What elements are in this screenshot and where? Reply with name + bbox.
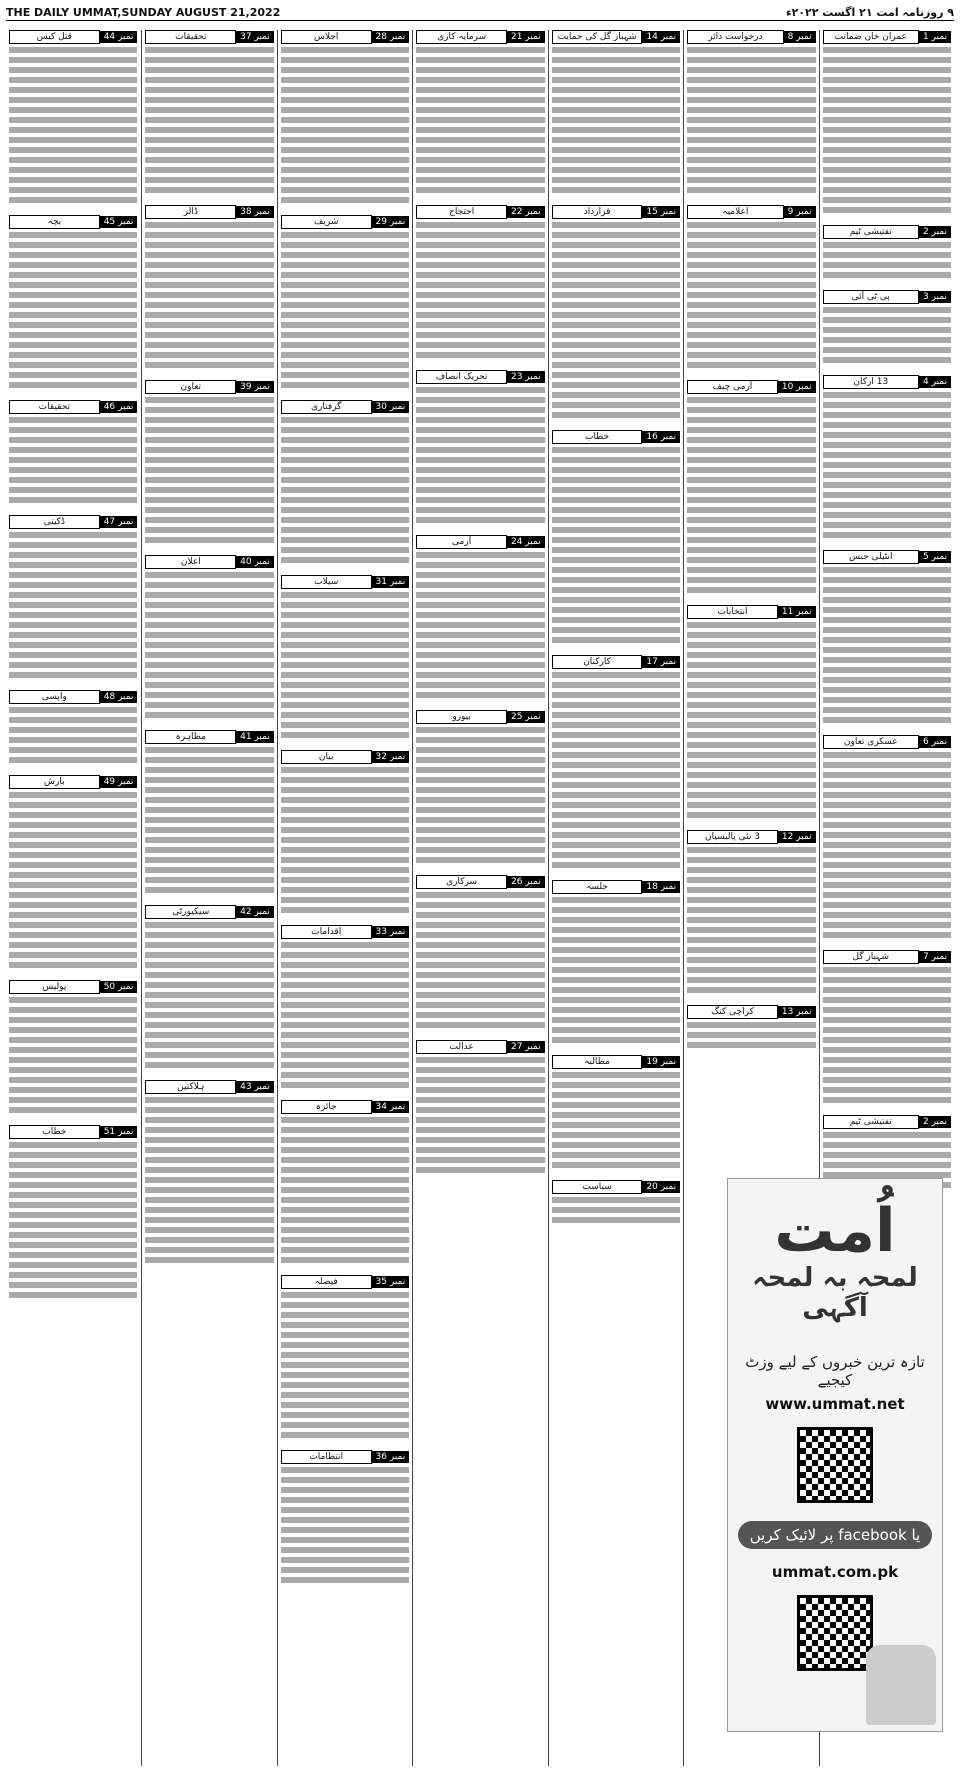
news-item[interactable] — [145, 205, 273, 372]
news-item[interactable] — [281, 400, 409, 567]
news-item-number: نمبر 50 — [100, 981, 138, 993]
news-item-number: نمبر 12 — [778, 831, 816, 843]
news-item-title: خطاب — [9, 1125, 100, 1139]
news-item-header — [9, 30, 137, 44]
news-item-header — [823, 550, 951, 564]
news-item-header — [823, 375, 951, 389]
news-item-title: انتخابات — [687, 605, 778, 619]
news-item-body — [552, 47, 680, 197]
news-item[interactable] — [9, 690, 137, 767]
news-item-body — [823, 752, 951, 942]
news-item-header — [416, 370, 544, 384]
news-item-number: نمبر 27 — [507, 1041, 545, 1053]
news-item-number: نمبر 24 — [507, 536, 545, 548]
news-item-number: نمبر 1 — [919, 31, 951, 43]
news-item-number: نمبر 31 — [372, 576, 410, 588]
news-item-title: پولیس — [9, 980, 100, 994]
news-item-body — [823, 967, 951, 1107]
news-item-body — [281, 1117, 409, 1267]
news-item-title: ڈکیتی — [9, 515, 100, 529]
news-item-title: گرفتاری — [281, 400, 372, 414]
news-item-title: سرمایہ کاری — [416, 30, 507, 44]
news-item-number: نمبر 20 — [642, 1181, 680, 1193]
news-item-header — [281, 215, 409, 229]
news-item-number: نمبر 51 — [100, 1126, 138, 1138]
news-item-title: درخواست دائر — [687, 30, 783, 44]
news-item-header — [281, 30, 409, 44]
news-item-body — [281, 47, 409, 207]
news-item-number: نمبر 43 — [236, 1081, 274, 1093]
news-item-body — [687, 622, 815, 822]
news-item[interactable] — [416, 535, 544, 702]
news-item-body — [145, 747, 273, 897]
ummat-advertisement[interactable] — [727, 1178, 943, 1732]
news-item-header — [416, 205, 544, 219]
news-item[interactable] — [281, 925, 409, 1092]
news-item-body — [281, 1292, 409, 1442]
news-item-header — [552, 880, 680, 894]
news-item-number: نمبر 10 — [778, 381, 816, 393]
news-item-body — [9, 232, 137, 392]
news-item[interactable] — [552, 1180, 680, 1227]
news-item-number: نمبر 19 — [642, 1056, 680, 1068]
news-item-title: کراچی کنگ — [687, 1005, 778, 1019]
news-item-number: نمبر 22 — [507, 206, 545, 218]
news-item-number: نمبر 25 — [507, 711, 545, 723]
news-item-number: نمبر 44 — [100, 31, 138, 43]
news-item-title: قرارداد — [552, 205, 643, 219]
news-item-header — [281, 1275, 409, 1289]
news-item-body — [416, 892, 544, 1032]
news-item-header — [552, 205, 680, 219]
news-item-number: نمبر 9 — [784, 206, 816, 218]
news-item-body — [416, 222, 544, 362]
news-item[interactable] — [9, 515, 137, 682]
news-item-body — [552, 672, 680, 872]
news-item-number: نمبر 38 — [236, 206, 274, 218]
ad-tagline: لمحہ بہ لمحہ آگہی — [752, 1263, 918, 1323]
news-item-title: اقدامات — [281, 925, 372, 939]
news-item-body — [145, 1097, 273, 1267]
news-item-number: نمبر 40 — [236, 556, 274, 568]
news-item[interactable] — [552, 205, 680, 422]
news-item-title: آرمی — [416, 535, 507, 549]
news-item-number: نمبر 45 — [100, 216, 138, 228]
news-item-header — [823, 735, 951, 749]
news-item-title: پی ٹی آئی — [823, 290, 919, 304]
news-item-header — [416, 875, 544, 889]
news-item[interactable] — [552, 1055, 680, 1172]
news-item[interactable] — [823, 290, 951, 367]
news-item-number: نمبر 36 — [372, 1451, 410, 1463]
news-item-header — [9, 690, 137, 704]
news-item-header — [416, 1040, 544, 1054]
news-item-title: تفتیشی ٹیم — [823, 1115, 919, 1129]
news-item[interactable] — [145, 380, 273, 547]
news-item-body — [9, 997, 137, 1117]
news-item-title: جائزہ — [281, 1100, 372, 1114]
news-item-title: سیکیورٹی — [145, 905, 236, 919]
news-item-title: بارش — [9, 775, 100, 789]
news-item-title: فیصلہ — [281, 1275, 372, 1289]
news-item-number: نمبر 49 — [100, 776, 138, 788]
news-item-title: بیان — [281, 750, 372, 764]
news-item[interactable] — [281, 750, 409, 917]
news-item-title: شہباز گل — [823, 950, 919, 964]
news-item-title: انٹیلی جنس — [823, 550, 919, 564]
news-item-number: نمبر 11 — [778, 606, 816, 618]
news-item-number: نمبر 35 — [372, 1276, 410, 1288]
news-item-header — [9, 215, 137, 229]
news-item-title: ہلاکتیں — [145, 1080, 236, 1094]
news-item-number: نمبر 41 — [236, 731, 274, 743]
news-item[interactable] — [281, 1100, 409, 1267]
news-item-header — [145, 30, 273, 44]
news-item-header — [9, 1125, 137, 1139]
news-item-body — [145, 397, 273, 547]
news-item[interactable] — [416, 875, 544, 1032]
news-item[interactable] — [687, 605, 815, 822]
news-item-title: احتجاج — [416, 205, 507, 219]
news-item-body — [552, 897, 680, 1047]
news-item-title: تعاون — [145, 380, 236, 394]
news-item-body — [416, 727, 544, 867]
news-item-header — [281, 400, 409, 414]
news-item-number: نمبر 8 — [784, 31, 816, 43]
news-item-number: نمبر 4 — [919, 376, 951, 388]
news-item[interactable] — [552, 30, 680, 197]
news-item-header — [281, 925, 409, 939]
news-column — [141, 30, 276, 1766]
news-item-title: اعلان — [145, 555, 236, 569]
news-item-title: سرکاری — [416, 875, 507, 889]
news-item-body — [552, 1197, 680, 1227]
news-item-body — [9, 417, 137, 507]
news-item-body — [416, 552, 544, 702]
news-item-body — [687, 47, 815, 197]
news-item-body — [281, 767, 409, 917]
news-item-title: سیاست — [552, 1180, 643, 1194]
news-item-number: نمبر 6 — [919, 736, 951, 748]
news-item-header — [552, 30, 680, 44]
news-item-number: نمبر 14 — [642, 31, 680, 43]
news-item-header — [687, 1005, 815, 1019]
news-item[interactable] — [416, 710, 544, 867]
news-item-number: نمبر 2 — [919, 226, 951, 238]
news-item-number: نمبر 33 — [372, 926, 410, 938]
news-item[interactable] — [416, 30, 544, 197]
news-item-body — [281, 592, 409, 742]
news-item-header — [145, 380, 273, 394]
news-item-number: نمبر 48 — [100, 691, 138, 703]
news-item-title: تحقیقات — [145, 30, 236, 44]
ad-subtitle: تازہ ترین خبروں کے لیے وزٹ کیجیے — [745, 1353, 925, 1389]
news-item-title: بچہ — [9, 215, 100, 229]
news-item-number: نمبر 28 — [372, 31, 410, 43]
news-item-number: نمبر 17 — [642, 656, 680, 668]
news-item[interactable] — [145, 1080, 273, 1267]
news-item-header — [9, 400, 137, 414]
news-item-header — [823, 950, 951, 964]
news-item-body — [823, 307, 951, 367]
news-item-header — [281, 575, 409, 589]
qr-code-icon — [797, 1595, 873, 1671]
news-item[interactable] — [145, 730, 273, 897]
news-item[interactable] — [823, 550, 951, 727]
news-item-number: نمبر 34 — [372, 1101, 410, 1113]
news-item[interactable] — [281, 1450, 409, 1587]
news-item-title: کارکنان — [552, 655, 643, 669]
news-item-number: نمبر 37 — [236, 31, 274, 43]
news-item-body — [145, 922, 273, 1072]
news-item-number: نمبر 16 — [642, 431, 680, 443]
qr-code-icon — [797, 1427, 873, 1503]
news-item-header — [823, 290, 951, 304]
news-item-title: عمران خان ضمانت — [823, 30, 919, 44]
news-item-header — [552, 1055, 680, 1069]
news-item[interactable] — [9, 400, 137, 507]
news-item-header — [416, 710, 544, 724]
news-item-title: خطاب — [552, 430, 643, 444]
news-item-title: انتظامات — [281, 1450, 372, 1464]
news-item[interactable] — [823, 225, 951, 282]
news-item-header — [687, 30, 815, 44]
news-item-body — [552, 447, 680, 647]
news-item[interactable] — [823, 735, 951, 942]
thumbs-up-icon — [866, 1645, 936, 1725]
news-item-header — [145, 1080, 273, 1094]
news-item-body — [687, 222, 815, 372]
news-item-header — [416, 535, 544, 549]
news-item-body — [687, 1022, 815, 1052]
news-item-header — [281, 1450, 409, 1464]
news-item-body — [145, 222, 273, 372]
news-column — [6, 30, 140, 1766]
news-item-body — [416, 387, 544, 527]
news-item-title: تفتیشی ٹیم — [823, 225, 919, 239]
news-item-body — [281, 417, 409, 567]
news-item[interactable] — [145, 30, 273, 197]
ad-website-link[interactable]: www.ummat.net — [765, 1395, 905, 1413]
news-item-title: بیورو — [416, 710, 507, 724]
news-item-body — [823, 567, 951, 727]
news-item[interactable] — [416, 205, 544, 362]
news-item-number: نمبر 42 — [236, 906, 274, 918]
news-item-header — [687, 605, 815, 619]
news-item-title: مظاہرہ — [145, 730, 236, 744]
news-item[interactable] — [416, 370, 544, 527]
header-english: THE DAILY UMMAT,SUNDAY AUGUST 21,2022 — [6, 5, 281, 19]
news-item[interactable] — [416, 1040, 544, 1177]
news-item[interactable] — [823, 950, 951, 1107]
news-item-body — [281, 232, 409, 392]
news-column — [548, 30, 683, 1766]
news-item-header — [145, 730, 273, 744]
news-item[interactable] — [9, 215, 137, 392]
news-item-body — [823, 242, 951, 282]
news-item-header — [552, 655, 680, 669]
news-item-body — [9, 532, 137, 682]
news-item[interactable] — [9, 1125, 137, 1302]
news-item-header — [687, 205, 815, 219]
news-item-body — [687, 397, 815, 597]
news-item-title: واپسی — [9, 690, 100, 704]
news-item[interactable] — [281, 1275, 409, 1442]
news-item[interactable] — [552, 880, 680, 1047]
ad-brand-logo: اُمت — [774, 1196, 896, 1266]
news-item-header — [9, 980, 137, 994]
news-item-body — [552, 1072, 680, 1172]
news-item-number: نمبر 2 — [919, 1116, 951, 1128]
news-item-body — [9, 792, 137, 972]
news-item-number: نمبر 13 — [778, 1006, 816, 1018]
news-item-title: اجلاس — [281, 30, 372, 44]
news-item-title: تحقیقات — [9, 400, 100, 414]
news-item[interactable] — [823, 30, 951, 217]
news-item-header — [281, 750, 409, 764]
news-item[interactable] — [687, 830, 815, 997]
news-item-number: نمبر 46 — [100, 401, 138, 413]
news-item-header — [687, 830, 815, 844]
news-item-header — [9, 515, 137, 529]
news-item-number: نمبر 30 — [372, 401, 410, 413]
news-item-title: عدالت — [416, 1040, 507, 1054]
news-item-title: سیلاب — [281, 575, 372, 589]
news-item-body — [687, 847, 815, 997]
news-item-number: نمبر 5 — [919, 551, 951, 563]
news-item-body — [9, 1142, 137, 1302]
news-item-body — [823, 47, 951, 217]
news-item-header — [145, 555, 273, 569]
news-item-header — [823, 225, 951, 239]
ad-website-link-2[interactable]: ummat.com.pk — [771, 1563, 899, 1581]
news-item-number: نمبر 39 — [236, 381, 274, 393]
news-item-header — [145, 905, 273, 919]
news-column — [412, 30, 547, 1766]
news-item-title: عسکری تعاون — [823, 735, 919, 749]
news-item[interactable] — [9, 775, 137, 972]
news-item[interactable] — [552, 430, 680, 647]
news-item-title: مطالبہ — [552, 1055, 643, 1069]
news-item[interactable] — [281, 575, 409, 742]
news-item-body — [416, 47, 544, 197]
news-item-header — [281, 1100, 409, 1114]
news-item-title: 13 ارکان — [823, 375, 919, 389]
news-item-number: نمبر 23 — [507, 371, 545, 383]
news-item-header — [145, 205, 273, 219]
news-item-number: نمبر 21 — [507, 31, 545, 43]
ad-facebook-link[interactable]: یا facebook پر لائیک کریں — [738, 1521, 932, 1549]
news-item-header — [552, 1180, 680, 1194]
news-item[interactable] — [687, 205, 815, 372]
news-item[interactable] — [281, 30, 409, 207]
news-item-body — [281, 1467, 409, 1587]
news-item-body — [416, 1057, 544, 1177]
news-item-header — [687, 380, 815, 394]
news-item-number: نمبر 32 — [372, 751, 410, 763]
news-item[interactable] — [9, 980, 137, 1117]
news-item-number: نمبر 29 — [372, 216, 410, 228]
news-item[interactable] — [687, 380, 815, 597]
news-item-title: ڈالر — [145, 205, 236, 219]
news-item-body — [281, 942, 409, 1092]
news-column — [277, 30, 412, 1766]
news-item-number: نمبر 47 — [100, 516, 138, 528]
news-item-body — [145, 47, 273, 197]
news-item[interactable] — [687, 1005, 815, 1052]
news-item-number: نمبر 15 — [642, 206, 680, 218]
news-item-header — [823, 1115, 951, 1129]
news-item[interactable] — [281, 215, 409, 392]
news-item-body — [9, 707, 137, 767]
news-item-number: نمبر 18 — [642, 881, 680, 893]
news-item-title: 3 نئی پالیسیاں — [687, 830, 778, 844]
news-item-body — [823, 392, 951, 542]
news-item-body — [145, 572, 273, 722]
news-item-number: نمبر 3 — [919, 291, 951, 303]
news-item[interactable] — [687, 30, 815, 197]
news-item-title: شریف — [281, 215, 372, 229]
news-item-title: تحریک انصاف — [416, 370, 507, 384]
news-item-header — [416, 30, 544, 44]
news-item[interactable] — [145, 905, 273, 1072]
news-item-number: نمبر 26 — [507, 876, 545, 888]
news-item-title: آرمی چیف — [687, 380, 778, 394]
news-item[interactable] — [552, 655, 680, 872]
page-header — [6, 4, 954, 21]
news-item-title: شہباز گل کی حمایت — [552, 30, 643, 44]
news-item-body — [9, 47, 137, 207]
news-item-title: قتل کیس — [9, 30, 100, 44]
news-item[interactable] — [823, 375, 951, 542]
news-item[interactable] — [9, 30, 137, 207]
news-item-header — [552, 430, 680, 444]
news-item-title: جلسہ — [552, 880, 643, 894]
news-item-number: نمبر 7 — [919, 951, 951, 963]
news-item-header — [9, 775, 137, 789]
news-item[interactable] — [145, 555, 273, 722]
news-item-title: اعلامیہ — [687, 205, 783, 219]
news-item-header — [823, 30, 951, 44]
news-item-body — [552, 222, 680, 422]
header-urdu: ۹ روزنامہ امت ۲۱ اگست ۲۰۲۲ء — [785, 5, 954, 19]
